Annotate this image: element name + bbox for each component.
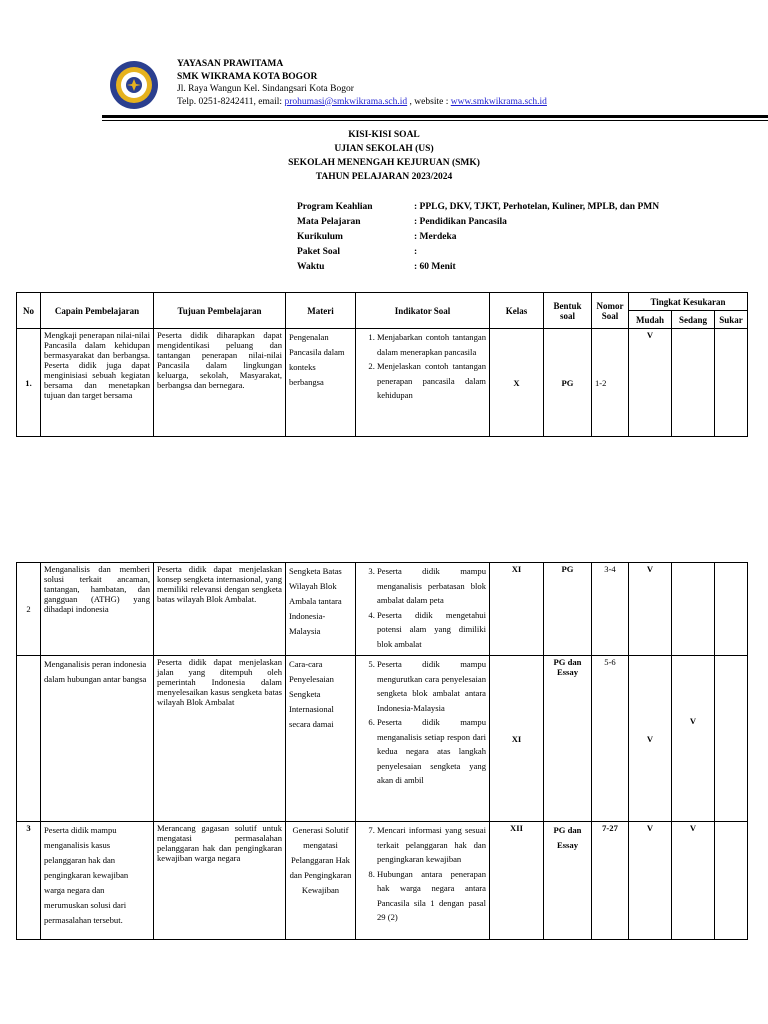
row-capaian: Menganalisis dan memberi solusi terkait ancaman, tantangan, hambatan, dan gangguan (ATHG) yang dihadapi indonesia xyxy=(41,563,154,656)
row-bentuk: PG xyxy=(544,563,592,656)
kisi-table-page2 xyxy=(16,562,748,940)
indikator-item: 7. Mencari informasi yang sesuai terkait pelanggaran hak dan pengingkaran kewajiban xyxy=(377,823,486,867)
title-line: UJIAN SEKOLAH (US) xyxy=(334,144,434,154)
indikator-item: 4. Peserta didik mengetahui potensi alam yang dimiliki blok ambalat xyxy=(377,608,486,652)
row-mudah: V xyxy=(629,656,672,822)
row-bentuk: PG dan Essay xyxy=(544,822,592,940)
info-row xyxy=(297,247,659,262)
title-line: KISI-KISI SOAL xyxy=(348,130,420,140)
info-label: Paket Soal xyxy=(297,247,341,257)
info-value: : PPLG, DKV, TJKT, Perhotelan, Kuliner, MPLB, dan PMN xyxy=(414,202,660,212)
info-label: Waktu xyxy=(297,262,325,272)
row-nomor: 5-6 xyxy=(592,656,629,822)
row-sukar xyxy=(715,329,748,437)
row-nomor: 1-2 xyxy=(592,329,629,437)
row-sukar xyxy=(715,822,748,940)
table-row xyxy=(17,656,748,822)
row-tujuan: Merancang gagasan solutif untuk mengatasi permasalahan pelanggaran hak dan pengingkaran kewajiban warga negara xyxy=(154,822,286,940)
website-link[interactable]: www.smkwikrama.sch.id xyxy=(450,96,547,107)
website-label: , website : xyxy=(407,96,451,107)
row-nomor: 7-27 xyxy=(592,822,629,940)
row-mudah: V xyxy=(629,822,672,940)
row-bentuk: PG dan Essay xyxy=(544,656,592,822)
indikator-item: 5. Peserta didik mampu mengurutkan cara penyelesaian sengketa blok ambalat antara Indonesia-Malaysia xyxy=(377,657,486,715)
info-value: : xyxy=(414,247,418,257)
indikator-item: 2. Menjelaskan contoh tantangan penerapan pancasila dalam kehidupan xyxy=(377,359,486,403)
row-sedang xyxy=(672,329,715,437)
row-tujuan: Peserta didik diharapkan dapat mengidentikasi peluang dan tantangan penerapan nilai-nilai Pancasila dalam lingkungan keluarga, sekolah, Masyarakat, berbangsa dan bernegara. xyxy=(154,329,286,437)
header-rule xyxy=(102,115,768,118)
info-value: : Pendidikan Pancasila xyxy=(414,217,507,227)
info-label: Kurikulum xyxy=(297,232,343,242)
table-row xyxy=(17,563,748,656)
row-materi: Pengenalan Pancasila dalam konteks berbangsa xyxy=(286,329,356,437)
row-indikator xyxy=(356,656,490,822)
row-sedang: V xyxy=(672,656,715,822)
table-row xyxy=(17,822,748,940)
row-tujuan: Peserta didik dapat menjelaskan jalan yang ditempuh oleh pemerintah Indonesia dalam menyelesaikan kasus sengketa batas wilayah Blok Ambalat xyxy=(154,656,286,822)
row-no: 1. xyxy=(17,329,41,437)
col-kelas: Kelas xyxy=(490,293,544,329)
col-nomor: Nomor Soal xyxy=(592,293,629,329)
indikator-item: 1. Menjabarkan contoh tantangan dalam menerapkan pancasila xyxy=(377,330,486,359)
indikator-item: 3. Peserta didik mampu menganalisis perbatasan blok ambalat dalam peta xyxy=(377,564,486,608)
info-row xyxy=(297,232,659,247)
row-materi: Cara-cara Penyelesaian Sengketa Internasional secara damai xyxy=(286,656,356,822)
row-no: 2 xyxy=(17,563,41,656)
row-kelas: XII xyxy=(490,822,544,940)
info-table xyxy=(297,202,659,277)
document-titles xyxy=(0,128,768,184)
title-line: SEKOLAH MENENGAH KEJURUAN (SMK) xyxy=(288,158,480,168)
email-link[interactable]: prohumasi@smkwikrama.sch.id xyxy=(284,96,408,107)
col-materi: Materi xyxy=(286,293,356,329)
info-row xyxy=(297,262,659,277)
col-tingkat: Tingkat Kesukaran xyxy=(629,293,748,311)
col-bentuk: Bentuk soal xyxy=(544,293,592,329)
row-materi: Generasi Solutif mengatasi Pelanggaran Hak dan Pengingkaran Kewajiban xyxy=(286,822,356,940)
title-line: TAHUN PELAJARAN 2023/2024 xyxy=(315,172,453,182)
col-sukar: Sukar xyxy=(715,311,748,329)
school-logo xyxy=(109,60,159,110)
row-indikator xyxy=(356,822,490,940)
col-sedang: Sedang xyxy=(672,311,715,329)
row-materi: Sengketa Batas Wilayah Blok Ambala tantara Indonesia-Malaysia xyxy=(286,563,356,656)
row-mudah: V xyxy=(629,563,672,656)
row-sukar xyxy=(715,656,748,822)
info-label: Program Keahlian xyxy=(297,202,373,212)
indikator-item: 8. Hubungan antara penerapan hak warga negara antara Pancasila sila 1 dengan pasal 29 (2) xyxy=(377,867,486,925)
col-indikator: Indikator Soal xyxy=(356,293,490,329)
info-row xyxy=(297,217,659,232)
col-mudah: Mudah xyxy=(629,311,672,329)
row-kelas: XI xyxy=(490,656,544,822)
row-capaian: Menganalisis peran indonesia dalam hubungan antar bangsa xyxy=(41,656,154,822)
row-tujuan: Peserta didik dapat menjelaskan konsep sengketa internasional, yang memiliki relevansi dengan sengketa batas wilayah Blok Ambalat. xyxy=(154,563,286,656)
row-sukar xyxy=(715,563,748,656)
col-tujuan: Tujuan Pembelajaran xyxy=(154,293,286,329)
table-row xyxy=(17,329,748,437)
row-kelas: XI xyxy=(490,563,544,656)
info-value: : 60 Menit xyxy=(414,262,456,272)
row-kelas: X xyxy=(490,329,544,437)
row-bentuk: PG xyxy=(544,329,592,437)
row-mudah: V xyxy=(629,329,672,437)
school-address: Jl. Raya Wangun Kel. Sindangsari Kota Bogor xyxy=(177,84,354,94)
indikator-item: 6. Peserta didik mampu menganalisis setiap respon dari kedua negara atas langkah penyelesaian sengketa yang akan di ambil xyxy=(377,715,486,788)
row-no: 3 xyxy=(17,822,41,940)
info-row xyxy=(297,202,659,217)
col-capaian: Capain Pembelajaran xyxy=(41,293,154,329)
row-nomor: 3-4 xyxy=(592,563,629,656)
kisi-table-page1 xyxy=(16,292,748,437)
row-indikator xyxy=(356,329,490,437)
row-no xyxy=(17,656,41,822)
foundation-name: YAYASAN PRAWITAMA xyxy=(177,59,284,69)
school-name: SMK WIKRAMA KOTA BOGOR xyxy=(177,71,318,82)
row-indikator xyxy=(356,563,490,656)
col-no: No xyxy=(17,293,41,329)
row-sedang xyxy=(672,563,715,656)
letterhead xyxy=(177,58,547,108)
phone-text: Telp. 0251-8242411, email: xyxy=(177,96,285,107)
contact-line xyxy=(177,96,547,109)
info-label: Mata Pelajaran xyxy=(297,217,361,227)
row-capaian: Peserta didik mampu menganalisis kasus pelanggaran hak dan pengingkaran kewajiban warga negara dan merumuskan solusi dari permasalahan tersebut. xyxy=(41,822,154,940)
header-rule-thin xyxy=(102,120,768,121)
row-sedang: V xyxy=(672,822,715,940)
row-capaian: Mengkaji penerapan nilai-nilai Pancasila dalam kehidupan bermasyarakat dan berbangsa. Peserta didik juga dapat menginisiasi sebuah kegiatan bersama dan menetapkan tujuan dan target bersama xyxy=(41,329,154,437)
info-value: : Merdeka xyxy=(414,232,457,242)
